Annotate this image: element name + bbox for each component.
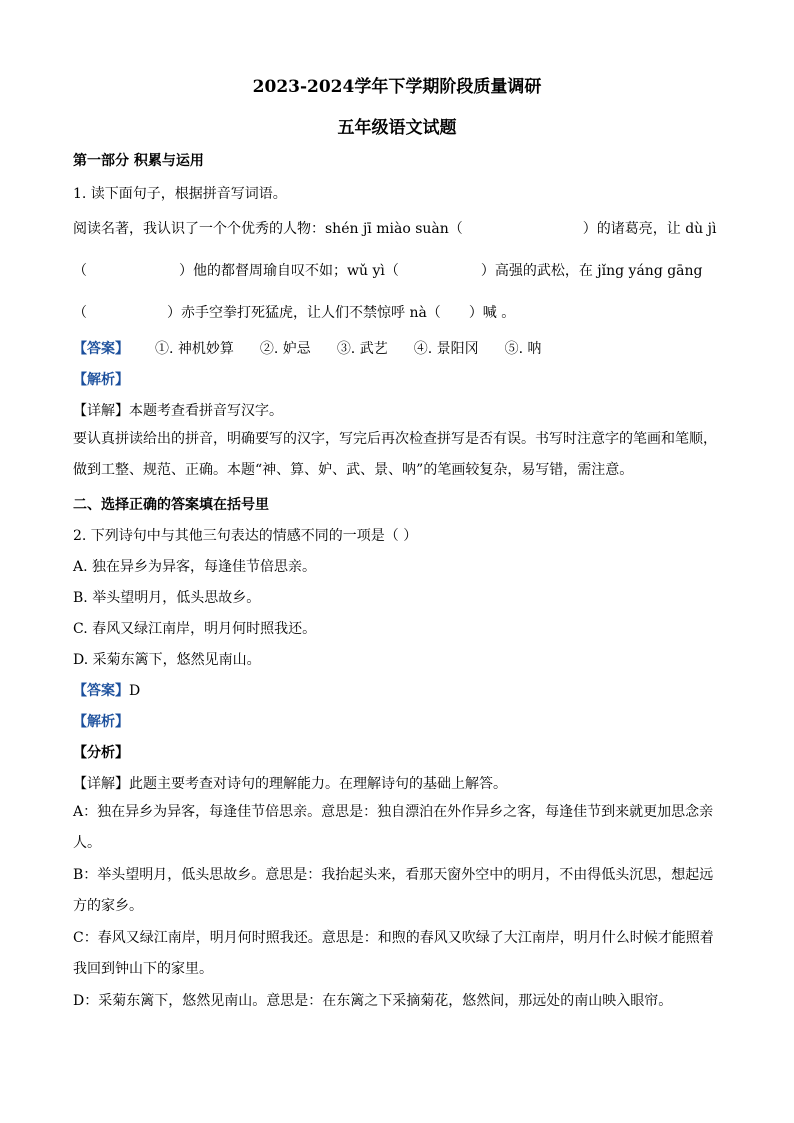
question-1-analysis-label: 【解析】: [73, 372, 129, 388]
question-2-option-a: A. 独在异乡为异客，每逢佳节倍思亲。: [73, 559, 317, 575]
explanation-a: A：独在异乡为异客，每逢佳节倍思亲。意思是：独自漂泊在外作异乡之客，每逢佳节到来就更加思念亲人。: [73, 804, 714, 851]
detail-text: 本题考查看拼音写汉字。: [129, 403, 283, 419]
answer-item: ①. 神机妙算: [155, 341, 234, 357]
question-1-line-1: [73, 218, 716, 238]
question-1-line-3: [73, 302, 515, 322]
question-2-option-c: C. 春风又绿江南岸，明月何时照我还。: [73, 621, 317, 637]
answer-value: D: [129, 683, 141, 699]
question-2-option-b: B. 举头望明月，低头思故乡。: [73, 590, 261, 606]
detail-text: 此题主要考查对诗句的理解能力。在理解诗句的基础上解答。: [129, 776, 507, 792]
page-title: 2023-2024学年下学期阶段质量调研: [252, 77, 542, 97]
q1-text-segment: 阅读名著，我认识了一个个优秀的人物：shén jī miào suàn（: [73, 221, 463, 237]
q1-text-segment: （: [73, 305, 87, 321]
answer-label: 【答案】: [73, 683, 129, 699]
answer-label: 【答案】: [73, 341, 129, 357]
question-2-answer: [73, 680, 140, 700]
question-2-stem: 2. 下列诗句中与其他三句表达的情感不同的一项是（ ）: [73, 528, 418, 544]
q1-text-segment: ）高强的武松，在 jǐng yáng gāng: [480, 263, 703, 279]
answer-item: ④. 景阳冈: [413, 341, 479, 357]
q1-text-segment: ）赤手空拳打死猛虎，让人们不禁惊呼 nà（: [167, 305, 441, 321]
question-1-answer: [73, 338, 542, 358]
question-2-analysis-label: 【解析】: [73, 714, 129, 730]
section-heading-part2: 二、选择正确的答案填在括号里: [73, 497, 269, 513]
explanation-d: D：采菊东篱下，悠然见南山。意思是：在东篱之下采摘菊花，悠然间，那远处的南山映入眼帘。: [73, 993, 673, 1009]
explanation-c: C：春风又绿江南岸，明月何时照我还。意思是：和煦的春风又吹绿了大江南岸，明月什么时候才能照着我回到钟山下的家里。: [73, 930, 714, 977]
question-2-option-d: D. 采菊东篱下，悠然见南山。: [73, 652, 261, 668]
question-1-detail-paragraph: 要认真拼读给出的拼音，明确要写的汉字，写完后再次检查拼写是否有误。书写时注意字的笔画和笔顺，做到工整、规范、正确。本题“神、算、妒、武、景、呐”的笔画较复杂，易写错，需注意。: [73, 431, 717, 478]
q1-text-segment: ）的诸葛亮，让 dù jì: [582, 221, 717, 237]
question-1-detail: [73, 400, 283, 420]
section-heading-part1: 第一部分 积累与运用: [73, 153, 204, 169]
answer-item: ⑤. 呐: [504, 341, 542, 357]
question-1-stem: 1. 读下面句子，根据拼音写词语。: [73, 186, 287, 202]
detail-label: 【详解】: [73, 776, 129, 792]
q1-text-segment: ）他的都督周瑜自叹不如；wǔ yì（: [179, 263, 399, 279]
question-2-detail: [73, 773, 507, 793]
answer-item: ②. 妒忌: [259, 341, 311, 357]
answer-item: ③. 武艺: [336, 341, 388, 357]
detail-label: 【详解】: [73, 403, 129, 419]
page-subtitle: 五年级语文试题: [337, 118, 457, 138]
explanation-b: B：举头望明月，低头思故乡。意思是：我抬起头来，看那天窗外空中的明月，不由得低头沉思，想起远方的家乡。: [73, 867, 714, 914]
q1-text-segment: （: [73, 263, 87, 279]
question-2-fenxi-label: 【分析】: [73, 745, 129, 761]
question-1-line-2: [73, 260, 703, 280]
q1-text-segment: ）喊 。: [468, 305, 516, 321]
